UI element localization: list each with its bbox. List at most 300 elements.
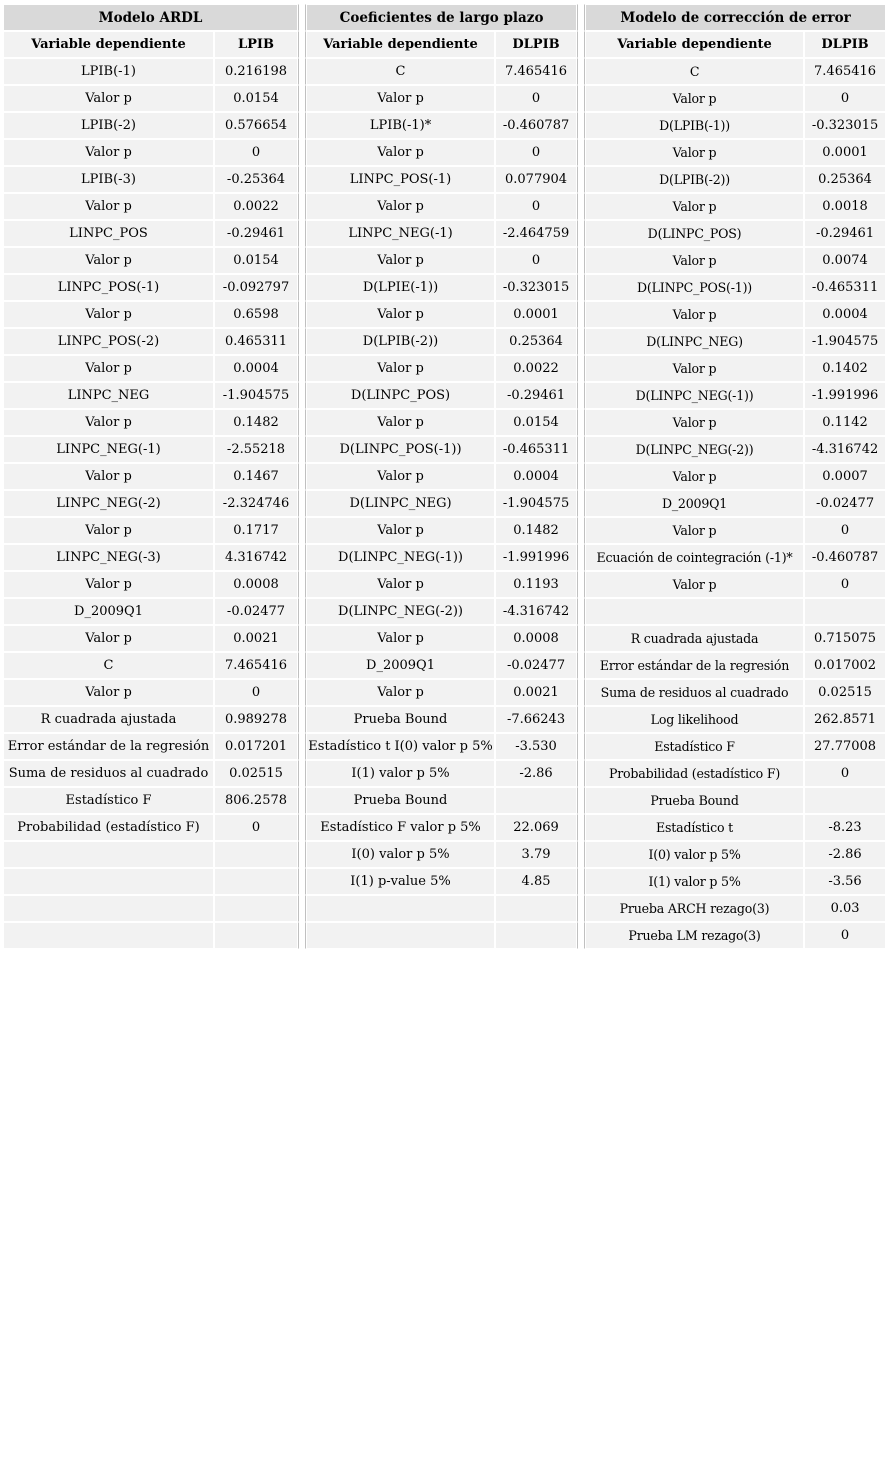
column-separator [577,166,585,193]
ardl-variable-cell: LINPC_NEG(-2) [3,490,214,517]
ecm-value-cell: 0 [804,571,886,598]
ardl-value-cell: 0.0021 [214,625,298,652]
ecm-variable-cell: Suma de residuos al cuadrado [585,679,804,706]
long-run-dependent-header: DLPIB [495,31,577,58]
ardl-value-cell: 0.1482 [214,409,298,436]
ecm-value-cell: 0.03 [804,895,886,922]
column-separator [298,922,306,949]
column-separator [577,814,585,841]
long-run-variable-cell [306,895,495,922]
column-separator [298,4,306,31]
column-separator [577,760,585,787]
ardl-value-cell: 0.216198 [214,58,298,85]
column-separator [298,571,306,598]
long-run-variable-cell: Estadístico t I(0) valor p 5% [306,733,495,760]
column-separator [298,841,306,868]
ecm-value-cell: 0.0004 [804,301,886,328]
table-row [3,625,886,652]
table-row [3,706,886,733]
column-separator [577,4,585,31]
column-separator [577,733,585,760]
ardl-variable-header: Variable dependiente [3,31,214,58]
ardl-variable-cell: Valor p [3,301,214,328]
long-run-variable-cell: Valor p [306,85,495,112]
ardl-value-cell: 0.576654 [214,112,298,139]
ecm-value-cell: 0.25364 [804,166,886,193]
ardl-variable-cell: Valor p [3,139,214,166]
long-run-value-cell: 7.465416 [495,58,577,85]
ecm-variable-cell: D(LINPC_NEG) [585,328,804,355]
column-separator [298,463,306,490]
ecm-value-cell: -3.56 [804,868,886,895]
ardl-variable-cell [3,841,214,868]
ecm-value-cell: 262.8571 [804,706,886,733]
ecm-value-cell: 0 [804,85,886,112]
long-run-value-cell: 0.0022 [495,355,577,382]
long-run-value-cell: 0.0001 [495,301,577,328]
column-separator [298,85,306,112]
long-run-variable-cell: Valor p [306,247,495,274]
table-row [3,922,886,949]
long-run-value-cell: 0 [495,139,577,166]
column-separator [298,220,306,247]
long-run-value-cell: 0.0154 [495,409,577,436]
ecm-value-cell: 7.465416 [804,58,886,85]
table-row [3,733,886,760]
regression-results-table [3,4,886,949]
ecm-variable-cell: Prueba ARCH rezago(3) [585,895,804,922]
ardl-variable-cell: Valor p [3,625,214,652]
ardl-value-cell: 0.0154 [214,247,298,274]
long-run-variable-cell: D(LINPC_NEG(-2)) [306,598,495,625]
long-run-variable-cell: Valor p [306,139,495,166]
long-run-value-cell: 0.25364 [495,328,577,355]
long-run-value-cell: -3.530 [495,733,577,760]
ecm-variable-cell: Probabilidad (estadístico F) [585,760,804,787]
ardl-value-cell: 0.1717 [214,517,298,544]
ardl-value-cell: -0.29461 [214,220,298,247]
table-row [3,598,886,625]
column-separator [298,382,306,409]
long-run-variable-cell: D(LINPC_POS(-1)) [306,436,495,463]
column-separator [298,895,306,922]
ardl-model-header: Modelo ARDL [3,4,298,31]
ecm-value-cell: -0.460787 [804,544,886,571]
table-row [3,841,886,868]
ardl-value-cell: 0.0154 [214,85,298,112]
ardl-variable-cell: Valor p [3,247,214,274]
long-run-variable-cell: D(LPIE(-1)) [306,274,495,301]
long-run-variable-cell: Valor p [306,409,495,436]
column-separator [577,895,585,922]
ardl-variable-cell: C [3,652,214,679]
column-separator [298,733,306,760]
column-separator [577,85,585,112]
long-run-value-cell: 4.85 [495,868,577,895]
ecm-variable-cell: Valor p [585,463,804,490]
ecm-variable-cell: Prueba LM rezago(3) [585,922,804,949]
table-row [3,814,886,841]
ecm-variable-cell: Valor p [585,355,804,382]
table-row [3,679,886,706]
long-run-variable-cell: LINPC_NEG(-1) [306,220,495,247]
long-run-value-cell: 0 [495,193,577,220]
long-run-variable-cell: Valor p [306,193,495,220]
long-run-value-cell [495,922,577,949]
long-run-value-cell: -1.991996 [495,544,577,571]
long-run-variable-cell: Valor p [306,517,495,544]
column-separator [577,58,585,85]
ardl-dependent-header: LPIB [214,31,298,58]
ecm-value-cell: 0 [804,517,886,544]
ardl-value-cell: 0.989278 [214,706,298,733]
ardl-value-cell: -0.092797 [214,274,298,301]
ecm-value-cell: 0.0007 [804,463,886,490]
long-run-value-cell: 0 [495,247,577,274]
column-separator [298,625,306,652]
long-run-variable-cell: D(LINPC_NEG) [306,490,495,517]
long-run-value-cell: 0.1193 [495,571,577,598]
long-run-variable-cell: Valor p [306,571,495,598]
long-run-value-cell: 22.069 [495,814,577,841]
long-run-variable-cell: Prueba Bound [306,787,495,814]
ardl-value-cell: 0 [214,814,298,841]
table-row [3,274,886,301]
long-run-value-cell: -2.86 [495,760,577,787]
ecm-value-cell: 0.0018 [804,193,886,220]
long-run-value-cell: 0.0008 [495,625,577,652]
ardl-value-cell: -2.324746 [214,490,298,517]
long-run-variable-cell: Valor p [306,355,495,382]
ecm-value-cell [804,598,886,625]
column-separator [577,193,585,220]
column-separator [577,139,585,166]
ecm-value-cell: 27.77008 [804,733,886,760]
column-separator [298,490,306,517]
ardl-variable-cell: LINPC_NEG [3,382,214,409]
column-separator [298,517,306,544]
column-separator [298,409,306,436]
ecm-variable-cell: Prueba Bound [585,787,804,814]
ardl-value-cell: 806.2578 [214,787,298,814]
long-run-value-cell: -0.29461 [495,382,577,409]
column-separator [577,220,585,247]
column-separator [298,868,306,895]
ecm-variable-cell: Valor p [585,139,804,166]
ardl-variable-cell: Error estándar de la regresión [3,733,214,760]
long-run-variable-header: Variable dependiente [306,31,495,58]
column-separator [577,652,585,679]
column-separator [577,787,585,814]
column-separator [577,544,585,571]
table-row [3,868,886,895]
long-run-value-cell: -4.316742 [495,598,577,625]
table-row [3,787,886,814]
column-separator [577,247,585,274]
long-run-variable-cell: Valor p [306,301,495,328]
long-run-variable-cell: I(1) valor p 5% [306,760,495,787]
ardl-value-cell: -2.55218 [214,436,298,463]
ecm-variable-cell: Estadístico F [585,733,804,760]
long-run-variable-cell: D(LPIB(-2)) [306,328,495,355]
column-separator [577,841,585,868]
ecm-variable-header: Variable dependiente [585,31,804,58]
ecm-value-cell: -1.904575 [804,328,886,355]
long-run-variable-cell: D(LINPC_POS) [306,382,495,409]
ecm-variable-cell: Valor p [585,409,804,436]
long-run-value-cell [495,787,577,814]
ardl-variable-cell: LPIB(-2) [3,112,214,139]
long-run-variable-cell: Prueba Bound [306,706,495,733]
long-run-variable-cell: Valor p [306,679,495,706]
ardl-variable-cell: Valor p [3,679,214,706]
column-separator [298,760,306,787]
ecm-variable-cell: Valor p [585,193,804,220]
ecm-value-cell: 0.02515 [804,679,886,706]
column-separator [577,571,585,598]
ecm-value-cell: -0.02477 [804,490,886,517]
table-row [3,463,886,490]
long-run-value-cell: -2.464759 [495,220,577,247]
table-row [3,436,886,463]
ardl-variable-cell: Valor p [3,517,214,544]
ecm-variable-cell: Valor p [585,85,804,112]
column-separator [577,625,585,652]
column-separator [577,355,585,382]
long-run-coefficients-header: Coeficientes de largo plazo [306,4,577,31]
ardl-value-cell [214,841,298,868]
long-run-variable-cell: I(0) valor p 5% [306,841,495,868]
ardl-value-cell: 0.0022 [214,193,298,220]
ardl-variable-cell: Valor p [3,463,214,490]
column-separator [298,652,306,679]
long-run-variable-cell: D_2009Q1 [306,652,495,679]
column-separator [298,112,306,139]
ecm-variable-cell: D(LINPC_NEG(-1)) [585,382,804,409]
long-run-value-cell: 0.0021 [495,679,577,706]
ardl-variable-cell [3,922,214,949]
column-separator [577,31,585,58]
ecm-variable-cell: Estadístico t [585,814,804,841]
table-row [3,85,886,112]
long-run-value-cell: 0 [495,85,577,112]
column-separator [298,193,306,220]
ecm-variable-cell: Log likelihood [585,706,804,733]
column-separator [298,139,306,166]
ecm-value-cell: -0.29461 [804,220,886,247]
ardl-variable-cell: LINPC_NEG(-1) [3,436,214,463]
ardl-value-cell: 0.02515 [214,760,298,787]
ardl-value-cell: -0.25364 [214,166,298,193]
ardl-value-cell: -1.904575 [214,382,298,409]
ecm-variable-cell: D(LPIB(-1)) [585,112,804,139]
column-separator [577,328,585,355]
ecm-variable-cell [585,598,804,625]
ecm-value-cell: -4.316742 [804,436,886,463]
long-run-variable-cell: Valor p [306,625,495,652]
column-separator [298,355,306,382]
ardl-value-cell: 0.465311 [214,328,298,355]
ardl-value-cell: 0.6598 [214,301,298,328]
long-run-variable-cell: Estadístico F valor p 5% [306,814,495,841]
ecm-variable-cell: R cuadrada ajustada [585,625,804,652]
column-separator [577,301,585,328]
table-row [3,409,886,436]
long-run-value-cell: -0.465311 [495,436,577,463]
table-row [3,301,886,328]
ecm-variable-cell: D(LINPC_POS(-1)) [585,274,804,301]
table-body [3,58,886,949]
long-run-value-cell: 0.0004 [495,463,577,490]
table-row [3,490,886,517]
ecm-variable-cell: D(LINPC_NEG(-2)) [585,436,804,463]
column-separator [298,166,306,193]
column-separator [577,706,585,733]
group-header-row [3,4,886,31]
long-run-value-cell: 0.077904 [495,166,577,193]
subheader-row [3,31,886,58]
long-run-variable-cell: D(LINPC_NEG(-1)) [306,544,495,571]
ardl-variable-cell [3,895,214,922]
column-separator [577,490,585,517]
table-row [3,220,886,247]
ecm-variable-cell: D(LPIB(-2)) [585,166,804,193]
column-separator [298,31,306,58]
ecm-value-cell [804,787,886,814]
table-row [3,58,886,85]
ardl-variable-cell: Valor p [3,193,214,220]
ecm-value-cell: 0.017002 [804,652,886,679]
ardl-value-cell: 0 [214,139,298,166]
column-separator [298,301,306,328]
ardl-variable-cell: Probabilidad (estadístico F) [3,814,214,841]
ardl-value-cell: 7.465416 [214,652,298,679]
ecm-variable-cell: I(1) valor p 5% [585,868,804,895]
ardl-variable-cell: Valor p [3,85,214,112]
table-row [3,139,886,166]
column-separator [577,922,585,949]
ardl-value-cell [214,922,298,949]
ardl-variable-cell: Valor p [3,571,214,598]
table-row [3,193,886,220]
table-row [3,328,886,355]
ecm-variable-cell: Valor p [585,517,804,544]
ardl-variable-cell: Valor p [3,409,214,436]
ecm-value-cell: 0 [804,922,886,949]
long-run-value-cell: -0.02477 [495,652,577,679]
table-row [3,517,886,544]
table-row [3,382,886,409]
long-run-value-cell: -0.460787 [495,112,577,139]
ecm-variable-cell: I(0) valor p 5% [585,841,804,868]
ecm-value-cell: 0.0001 [804,139,886,166]
long-run-value-cell: -1.904575 [495,490,577,517]
column-separator [577,517,585,544]
ardl-value-cell: 0.0008 [214,571,298,598]
column-separator [298,58,306,85]
table-row [3,895,886,922]
column-separator [298,814,306,841]
ecm-variable-cell: Valor p [585,571,804,598]
long-run-variable-cell: Valor p [306,463,495,490]
ecm-variable-cell: C [585,58,804,85]
ecm-variable-cell: D_2009Q1 [585,490,804,517]
long-run-variable-cell: LPIB(-1)* [306,112,495,139]
ardl-variable-cell: Suma de residuos al cuadrado [3,760,214,787]
ardl-value-cell: -0.02477 [214,598,298,625]
ardl-variable-cell: D_2009Q1 [3,598,214,625]
ecm-value-cell: -0.465311 [804,274,886,301]
ecm-variable-cell: D(LINPC_POS) [585,220,804,247]
ardl-variable-cell: R cuadrada ajustada [3,706,214,733]
table-row [3,355,886,382]
column-separator [298,328,306,355]
ardl-variable-cell: Estadístico F [3,787,214,814]
ardl-value-cell: 0.0004 [214,355,298,382]
table-row [3,544,886,571]
column-separator [577,598,585,625]
ecm-dependent-header: DLPIB [804,31,886,58]
column-separator [298,679,306,706]
ecm-value-cell: -1.991996 [804,382,886,409]
ardl-variable-cell [3,868,214,895]
column-separator [298,544,306,571]
ecm-value-cell: -2.86 [804,841,886,868]
ecm-value-cell: 0.715075 [804,625,886,652]
table-row [3,652,886,679]
long-run-variable-cell: LINPC_POS(-1) [306,166,495,193]
ecm-variable-cell: Ecuación de cointegración (-1)* [585,544,804,571]
ecm-value-cell: 0.1402 [804,355,886,382]
ecm-variable-cell: Valor p [585,247,804,274]
long-run-value-cell: -0.323015 [495,274,577,301]
ecm-value-cell: 0.0074 [804,247,886,274]
column-separator [577,436,585,463]
table-row [3,112,886,139]
ardl-value-cell [214,895,298,922]
long-run-value-cell: 3.79 [495,841,577,868]
ardl-value-cell [214,868,298,895]
long-run-variable-cell: I(1) p-value 5% [306,868,495,895]
ardl-variable-cell: LPIB(-3) [3,166,214,193]
table-row [3,760,886,787]
ardl-variable-cell: LINPC_POS [3,220,214,247]
ardl-value-cell: 4.316742 [214,544,298,571]
long-run-variable-cell [306,922,495,949]
error-correction-model-header: Modelo de corrección de error [585,4,886,31]
column-separator [298,787,306,814]
ardl-value-cell: 0 [214,679,298,706]
long-run-value-cell [495,895,577,922]
column-separator [298,706,306,733]
column-separator [577,868,585,895]
column-separator [577,409,585,436]
ecm-value-cell: 0.1142 [804,409,886,436]
ardl-value-cell: 0.1467 [214,463,298,490]
column-separator [577,112,585,139]
ecm-variable-cell: Error estándar de la regresión [585,652,804,679]
ardl-variable-cell: Valor p [3,355,214,382]
long-run-value-cell: 0.1482 [495,517,577,544]
table-row [3,247,886,274]
ecm-value-cell: 0 [804,760,886,787]
table-row [3,571,886,598]
long-run-value-cell: -7.66243 [495,706,577,733]
ardl-variable-cell: LINPC_NEG(-3) [3,544,214,571]
ardl-variable-cell: LINPC_POS(-2) [3,328,214,355]
table-row [3,166,886,193]
ecm-value-cell: -0.323015 [804,112,886,139]
